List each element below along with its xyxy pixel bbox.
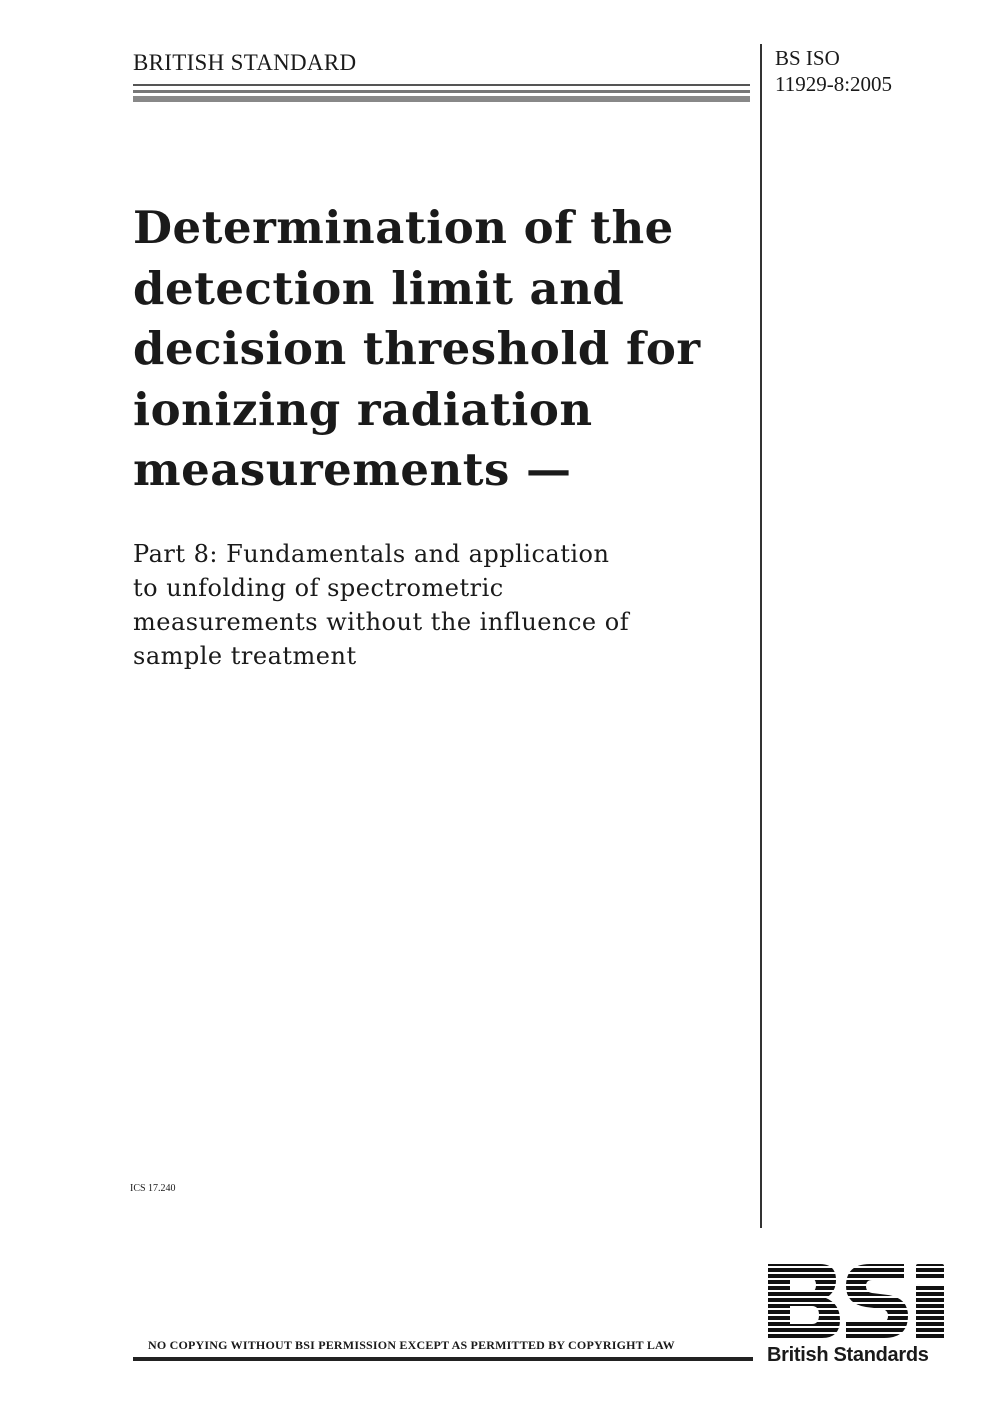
header-rule: [133, 96, 750, 102]
bsi-logo-mark: [764, 1262, 948, 1342]
title-line: ionizing radiation: [133, 382, 593, 436]
header-rule: [133, 90, 750, 93]
document-type-label: BRITISH STANDARD: [133, 50, 357, 75]
title-line: detection limit and: [133, 261, 625, 315]
subtitle-line: sample treatment: [133, 642, 357, 670]
logo-caption: British Standards: [767, 1344, 929, 1366]
standard-number-line: BS ISO: [775, 46, 840, 70]
subtitle-line: to unfolding of spectrometric: [133, 574, 504, 602]
header-rule: [133, 84, 750, 86]
column-divider: [760, 44, 762, 1228]
footer-rule: [133, 1357, 753, 1361]
part-subtitle: [133, 537, 753, 673]
copyright-notice: NO COPYING WITHOUT BSI PERMISSION EXCEPT AS PERMITTED BY COPYRIGHT LAW: [148, 1338, 675, 1352]
subtitle-line: measurements without the influence of: [133, 608, 630, 636]
title-line: measurements —: [133, 443, 572, 496]
ics-code: ICS 17.240: [130, 1183, 176, 1194]
bsi-logo: [764, 1262, 948, 1372]
title-line: Determination of the: [133, 201, 674, 254]
document-title: [133, 198, 753, 501]
standard-number-line: 11929-8:2005: [775, 72, 893, 96]
title-line: decision threshold for: [133, 322, 701, 375]
standard-number: [775, 45, 892, 97]
subtitle-line: Part 8: Fundamentals and application: [133, 540, 610, 568]
